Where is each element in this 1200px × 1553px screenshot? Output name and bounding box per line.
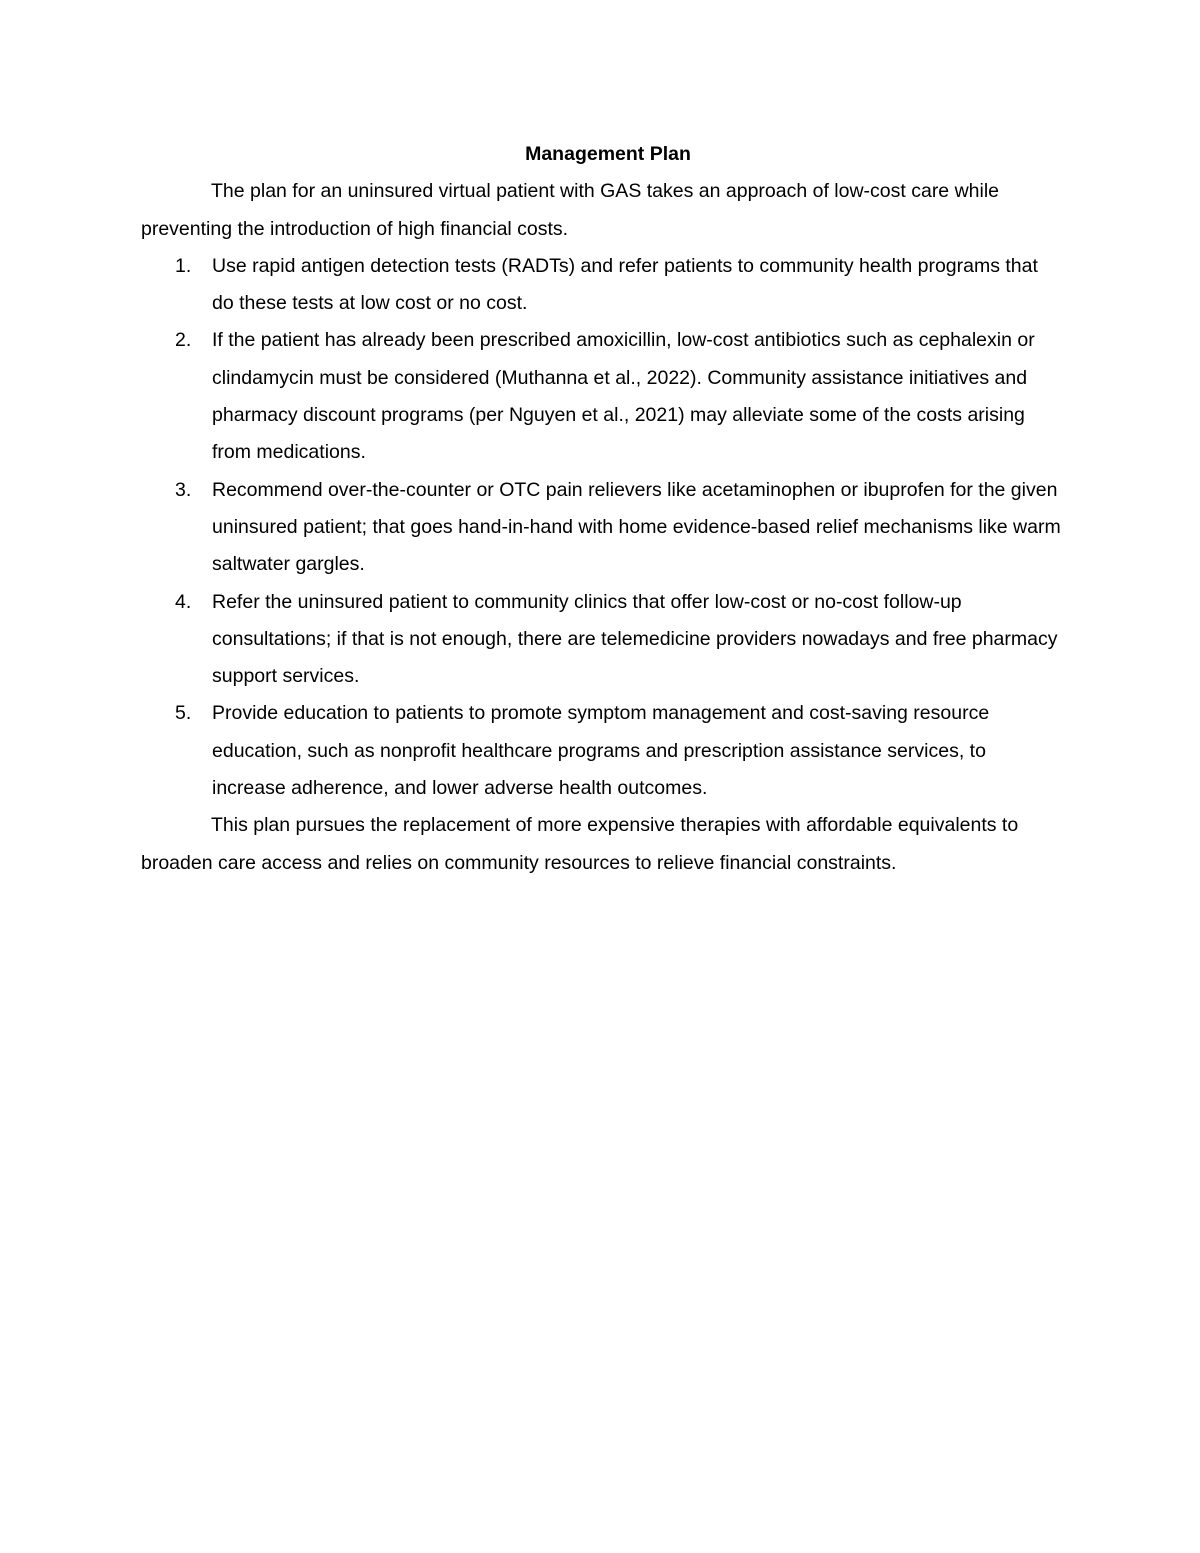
document-title: Management Plan — [525, 143, 691, 165]
list-item — [141, 472, 1061, 584]
list-item-number: 1. — [175, 254, 192, 277]
list-item-number: 5. — [175, 702, 192, 725]
list-item-text: Recommend over-the-counter or OTC pain relievers like acetaminophen or ibuprofen for the given uninsured patient; that goes hand-in-hand with home evidence-based relief mechanisms like warm saltwater gargles. — [212, 478, 1061, 576]
list-item — [141, 322, 1061, 471]
intro-paragraph: The plan for an uninsured virtual patient with GAS takes an approach of low-cost care while preventing the introduction of high financial costs. — [141, 180, 1000, 240]
list-item-text: Refer the uninsured patient to community clinics that offer low-cost or no-cost follow-up consultations; if that is not enough, there are telemedicine providers nowadays and free pharmacy support services. — [212, 590, 1058, 688]
list-item-number: 3. — [175, 478, 192, 501]
list-item-text: Use rapid antigen detection tests (RADTs) and refer patients to community health programs that do these tests at low cost or no cost. — [212, 254, 1038, 315]
plan-list — [141, 248, 1061, 807]
list-item-text: If the patient has already been prescribed amoxicillin, low-cost antibiotics such as cephalexin or clindamycin must be considered (Muthanna et al., 2022). Community assistance initiatives and pharmacy discount programs (per Nguyen et al., 2021) may alleviate some of the costs arising from medications. — [212, 329, 1035, 464]
conclusion-paragraph: This plan pursues the replacement of more expensive therapies with affordable equivalents to broaden care access and relies on community resources to relieve financial constraints. — [141, 814, 1019, 874]
document-body — [141, 136, 1061, 882]
list-item-number: 2. — [175, 329, 192, 352]
list-item-number: 4. — [175, 590, 192, 613]
list-item — [141, 248, 1061, 323]
list-item — [141, 584, 1061, 696]
list-item — [141, 695, 1061, 807]
list-item-text: Provide education to patients to promote symptom management and cost-saving resource education, such as nonprofit healthcare programs and prescription assistance services, to increase adherence, and lower adverse health outcomes. — [212, 702, 990, 800]
